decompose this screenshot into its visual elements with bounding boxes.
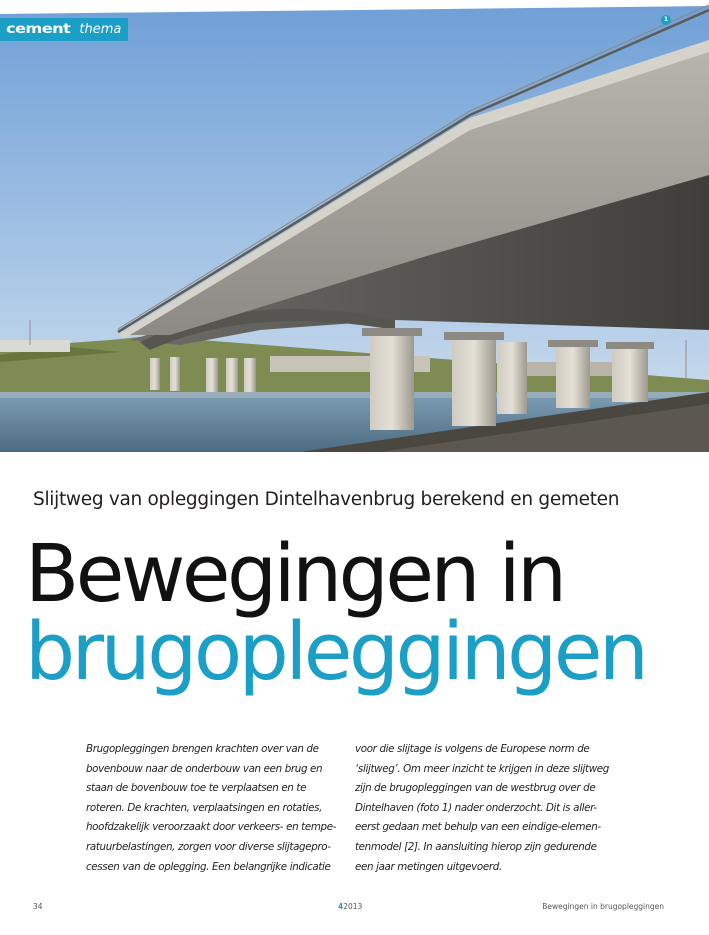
photo-number-badge: 1: [661, 15, 671, 25]
intro-line: Brugopleggingen brengen krachten over van de: [86, 743, 319, 755]
intro-line: staan de bovenbouw toe te verplaatsen en te: [86, 782, 307, 795]
intro-line: een jaar metingen uitgevoerd.: [355, 860, 502, 873]
intro-line: ‘slijtweg’. Om meer inzicht te krijgen in deze slijtweg: [355, 762, 609, 775]
intro-line: zijn de brugopleggingen van de westbrug over de: [355, 782, 596, 795]
intro-line: roteren. De krachten, verplaatsingen en rotaties,: [86, 801, 323, 814]
issue-label: [338, 902, 362, 911]
article-title-line-1: Bewegingen in: [25, 528, 564, 620]
intro-line: eerst gedaan met behulp van een eindige-elemen-: [355, 821, 601, 834]
page-footer: [0, 902, 709, 918]
intro-column-right: [355, 740, 617, 877]
issue-number: 4: [338, 902, 344, 911]
bridge-photo: [0, 0, 709, 452]
article-title-line-2: brugopleggingen: [25, 606, 646, 698]
magazine-logo: cement: [6, 22, 71, 37]
intro-line: Dintelhaven (foto 1) nader onderzocht. Dit is aller-: [355, 801, 597, 814]
intro-line: hoofdzakelijk veroorzaakt door verkeers- en tempe-: [86, 821, 337, 834]
issue-year: 2013: [343, 902, 363, 911]
intro-line: voor die slijtage is volgens de Europese norm de: [355, 743, 590, 755]
article-subtitle: Slijtweg van opleggingen Dintelhavenbrug berekend en gemeten: [33, 489, 620, 510]
section-label: thema: [79, 22, 122, 37]
intro-column-left: [86, 740, 348, 877]
page-number: 34: [33, 902, 43, 911]
intro-line: bovenbouw naar de onderbouw van een brug en: [86, 762, 323, 775]
running-title: Bewegingen in brugopleggingen: [542, 902, 664, 911]
intro-line: cessen van de oplegging. Een belangrijke indicatie: [86, 860, 331, 873]
intro-line: ratuurbelastingen, zorgen voor diverse slijtagepro-: [86, 840, 331, 853]
intro-line: tenmodel [2]. In aansluiting hierop zijn gedurende: [355, 840, 597, 853]
section-tag: [0, 18, 128, 41]
